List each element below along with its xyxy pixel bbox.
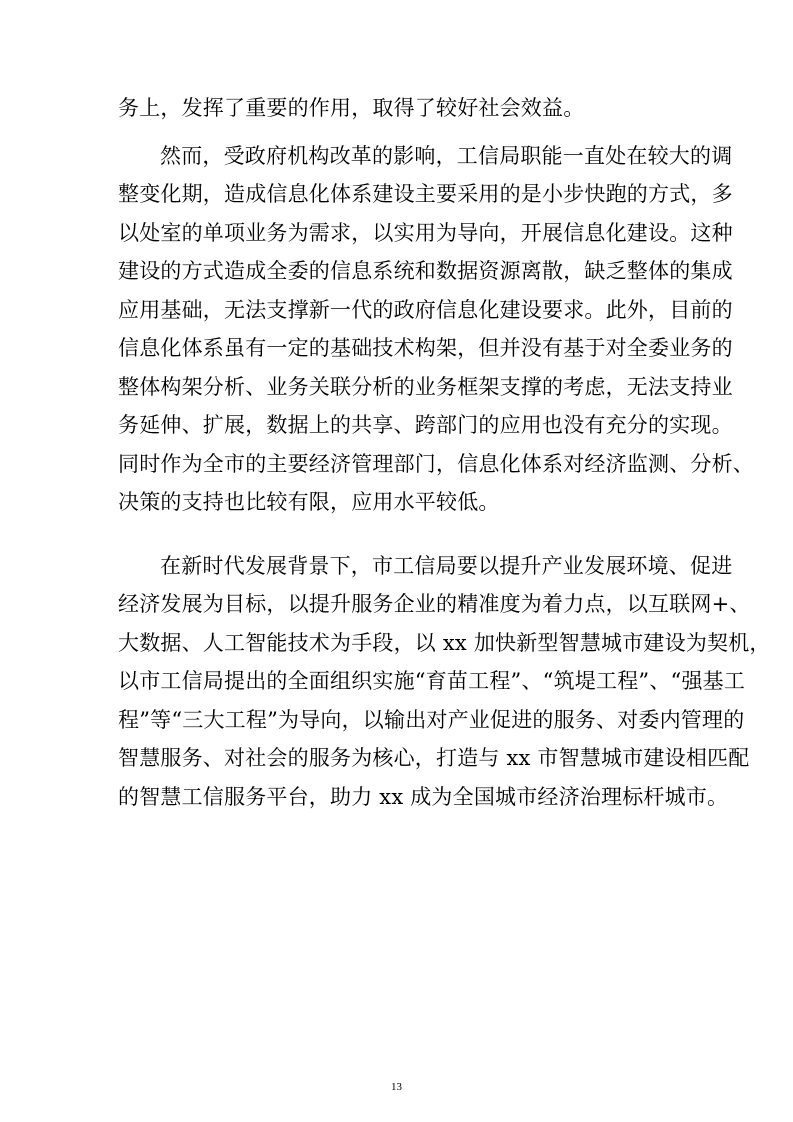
paragraph-3-line-4: 以市工信局提出的全面组织实施“育苗工程”、“筑堤工程”、“强基工 — [118, 669, 746, 693]
paragraph-2-line-10: 决策的支持也比较有限，应用水平较低。 — [118, 490, 500, 514]
paragraph-3-line-3: 大数据、人工智能技术为手段，以 xx 加快新型智慧城市建设为契机， — [118, 631, 771, 655]
page-number: 13 — [391, 1081, 402, 1093]
paragraph-2-line-2: 整变化期，造成信息化体系建设主要采用的是小步快跑的方式，多 — [118, 182, 733, 206]
paragraph-2-line-1: 然而，受政府机构改革的影响，工信局职能一直处在较大的调 — [160, 144, 733, 168]
paragraph-2-line-4: 建设的方式造成全委的信息系统和数据资源离散，缺乏整体的集成 — [118, 259, 733, 283]
paragraph-3-line-1: 在新时代发展背景下，市工信局要以提升产业发展环境、促进 — [160, 554, 733, 578]
paragraph-1-line-1: 务上，发挥了重要的作用，取得了较好社会效益。 — [118, 96, 585, 120]
paragraph-2-line-5: 应用基础，无法支撑新一代的政府信息化建设要求。此外，目前的 — [118, 298, 733, 322]
paragraph-2-line-9: 同时作为全市的主要经济管理部门，信息化体系对经济监测、分析、 — [118, 452, 754, 476]
paragraph-2-line-8: 务延伸、扩展，数据上的共享、跨部门的应用也没有充分的实现。 — [118, 413, 733, 437]
paragraph-2-line-6: 信息化体系虽有一定的基础技术构架，但并没有基于对全委业务的 — [118, 336, 733, 360]
paragraph-2-line-7: 整体构架分析、业务关联分析的业务框架支撑的考虑，无法支持业 — [118, 375, 733, 399]
paragraph-3-line-6: 智慧服务、对社会的服务为核心，打造与 xx 市智慧城市建设相匹配 — [118, 746, 750, 770]
paragraph-3-line-2: 经济发展为目标，以提升服务企业的精准度为着力点，以互联网+、 — [118, 592, 751, 616]
paragraph-3-line-5: 程”等“三大工程”为导向，以输出对产业促进的服务、对委内管理的 — [118, 708, 745, 732]
paragraph-3-line-7: 的智慧工信服务平台，助力 xx 成为全国城市经济治理标杆城市。 — [118, 785, 729, 809]
paragraph-2-line-3: 以处室的单项业务为需求，以实用为导向，开展信息化建设。这种 — [118, 221, 733, 245]
